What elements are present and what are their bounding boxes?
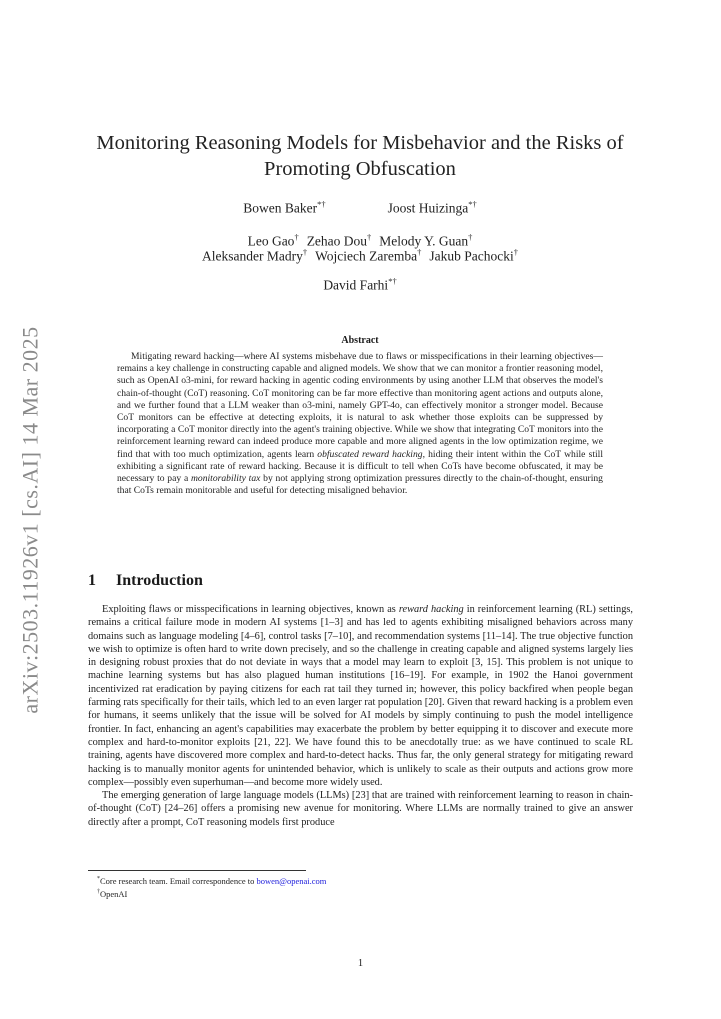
paragraph (88, 603, 633, 789)
author-affiliation-mark: † (302, 247, 308, 257)
author-affiliation-mark: † (513, 247, 518, 257)
abstract-body (117, 351, 603, 497)
section-heading (88, 572, 203, 590)
author-row-1 (80, 199, 640, 217)
author-affiliation-mark: *† (388, 276, 397, 286)
author-row-3 (80, 247, 640, 265)
author-name: Zehao Dou (306, 233, 368, 249)
author-affiliation-mark: *† (317, 199, 326, 209)
abstract-text: , hiding their intent within the CoT while still exhibiting a significant rate of reward hacking. Because it is difficult to tell when CoTs have become obfuscated, it may be necessary to pay a (117, 448, 603, 485)
introduction-body (88, 603, 633, 829)
author-name: Melody Y. Guan (379, 233, 469, 249)
author-name: Aleksander Madry (202, 248, 303, 264)
author-affiliation-mark: † (468, 232, 473, 242)
paper-title: Monitoring Reasoning Models for Misbehavior and the Risks of Promoting Obfuscation (96, 132, 624, 180)
footnote-2 (97, 887, 597, 900)
footnote-divider (88, 870, 306, 871)
paragraph-text: in reinforcement learning (RL) settings, remains a critical failure mode in modern AI systems [1–3] and has led to agents exhibiting misaligned behaviors across many domains such as language modeling [4–6], control tasks [7–10], and recommendation systems [11–14]. The true objective function we wish to optimize is often hard to write down precisely, and so the challenge in creating capable and aligned systems largely lies in designing robust proxies that do not deviate in ways that a model may learn to exploit [3, 15]. This problem is not unique to machine learning systems but has also plagued human institutions [16–19]. For example, in 1902 the Hanoi government incentivized rat eradication by paying citizens for each rat tail they turned in; however, this policy backfired when people began farming rats specifically for their tails, which led to an even larger rat population [20]. Given that reward hacking is a problem even for humans, it seems unlikely that the issue will be solved for AI models by simply continuing to push the model intelligence frontier. In fact, enhancing an agent's capabilities may exacerbate the problem by better equipping it to discover and execute more complex and hard-to-monitor exploits [21, 22]. We have found this to be anecdotally true: as we have continued to scale RL training, agents have discovered more complex and hard-to-detect hacks. Thus far, the only general strategy for mitigating reward hacking is to manually monitor agents for unintended behavior, which is unlikely to scale as their outputs and actions grow more complex—possibly even superhuman—and become more widely used. (88, 604, 634, 788)
author-affiliation-mark: † (417, 247, 422, 257)
abstract-heading: Abstract (341, 335, 379, 346)
author-name: Leo Gao (247, 233, 295, 249)
abstract-emphasis: monitorability tax (190, 473, 261, 485)
author-name: Joost Huizinga (387, 200, 469, 216)
paragraph (88, 789, 633, 829)
email-link[interactable]: bowen@openai.com (256, 875, 327, 886)
arxiv-identifier-stamp (12, 320, 50, 720)
author-row-4 (80, 276, 640, 294)
page-number: 1 (357, 958, 364, 969)
arxiv-identifier-text: arXiv:2503.11926v1 [cs.AI] 14 Mar 2025 (18, 326, 44, 714)
footnotes (97, 874, 597, 900)
footnote-mark: * (97, 876, 100, 882)
author-name: Wojciech Zaremba (315, 248, 418, 264)
author-affiliation-mark: † (367, 232, 372, 242)
paragraph-text: The emerging generation of large language models (LLMs) [23] that are trained with reinforcement learning to reason in chain-of-thought (CoT) [24–26] offers a promising new avenue for monitoring. Where LLMs are normally trained to give an answer directly after a prompt, CoT reasoning models first produce (88, 790, 633, 828)
author-name: David Farhi (323, 277, 389, 293)
author-name: Jakub Pachocki (429, 248, 514, 264)
footnote-mark: † (97, 888, 100, 895)
section-title: Introduction (116, 572, 203, 589)
paragraph-text: Exploiting flaws or misspecifications in learning objectives, known as (102, 604, 399, 615)
abstract-emphasis: obfuscated reward hacking (317, 448, 423, 460)
author-name: Bowen Baker (243, 200, 318, 216)
abstract-text: Mitigating reward hacking—where AI systems misbehave due to flaws or misspecifications in their learning objectives—remains a key challenge in constructing capable and aligned models. We show that we can monitor a frontier reasoning model, such as OpenAI o3-mini, for reward hacking in agentic coding environments by using another LLM that observes the model's chain-of-thought (CoT) reasoning. CoT monitoring can be far more effective than monitoring agent actions and outputs alone, and we further found that a LLM weaker than o3-mini, namely GPT-4o, can effectively monitor a stronger model. Because CoT monitors can be effective at detecting exploits, it is natural to ask whether those exploits can be suppressed by incorporating a CoT monitor directly into the agent's training objective. While we show that integrating CoT monitors into the reinforcement learning reward can indeed produce more capable and more aligned agents in the low optimization regime, we find that with too much optimization, agents learn (117, 351, 603, 460)
footnote-1 (97, 874, 597, 887)
author-affiliation-mark: † (294, 232, 299, 242)
footnote-text: OpenAI (100, 888, 128, 899)
section-number: 1 (88, 572, 96, 589)
abstract-text: by not applying strong optimization pressures directly to the chain-of-thought, ensuring that CoTs remain monitorable and useful for detecting misaligned behavior. (117, 473, 603, 497)
author-affiliation-mark: *† (468, 199, 477, 209)
paragraph-emphasis: reward hacking (398, 604, 464, 615)
footnote-text: Core research team. Email correspondence to (100, 875, 257, 886)
